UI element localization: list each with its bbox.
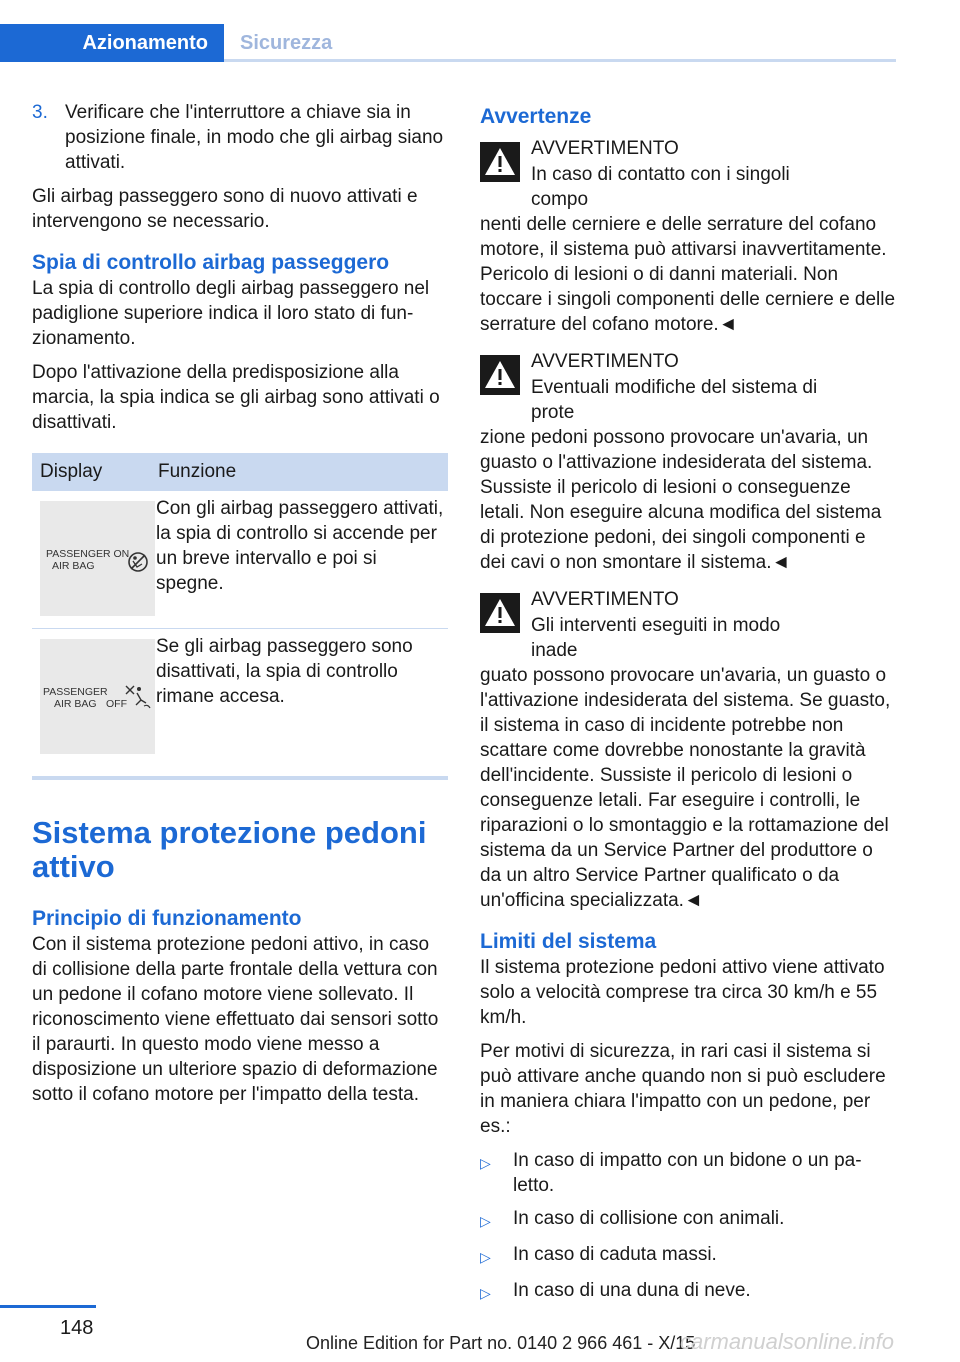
airbag-on-indicator-image bbox=[40, 501, 155, 616]
heading-sistema-protezione-pedoni: Sistema protezione pedoni attivo bbox=[32, 815, 427, 884]
list-item bbox=[480, 1242, 896, 1270]
step-item bbox=[32, 100, 448, 175]
heading-avvertenze: Avvertenze bbox=[480, 105, 592, 128]
list-item-text: In caso di collisione con animali. bbox=[513, 1208, 785, 1229]
warning-text: nenti delle cerniere e delle serrature del cofano motore, il sistema può attivarsi inavvertitamente. Pericolo di lesioni o di danni materiali. Non toccare i singoli componenti delle cerniere e delle serrature del cofano motore.◄ bbox=[480, 214, 896, 335]
warning-text-first-line: Eventuali modifiche del sistema di prote bbox=[531, 377, 818, 423]
panel-label-line2: AIR BAG bbox=[54, 698, 97, 710]
list-item-text: In caso di una duna di neve. bbox=[513, 1280, 751, 1301]
header-rule bbox=[224, 59, 896, 62]
table-header-display: Display bbox=[32, 453, 155, 491]
warning-title: AVVERTIMENTO bbox=[531, 589, 679, 610]
warning-block bbox=[480, 587, 896, 913]
bullet-triangle-icon: ▷ bbox=[480, 1213, 491, 1229]
list-item bbox=[480, 1278, 896, 1306]
tab-sicurezza[interactable]: Sicurezza bbox=[240, 31, 333, 54]
table-row bbox=[32, 491, 448, 629]
paragraph: Per motivi di sicurezza, in rari casi il sistema si può attivare anche quando non si può escludere in maniera chiara l'impatto con un pedone, per es.: bbox=[480, 1041, 886, 1137]
list-item-text: In caso di impatto con un bidone o un paletto. bbox=[513, 1150, 862, 1196]
step-number: 3. bbox=[32, 102, 48, 123]
warning-triangle-icon bbox=[480, 593, 520, 633]
warning-title: AVVERTIMENTO bbox=[531, 351, 679, 372]
table-bottom-rule bbox=[32, 776, 448, 780]
step-text: Verificare che l'interruttore a chiave sia in posizione finale, in modo che gli airbag siano attivati. bbox=[65, 102, 444, 173]
heading-spia-airbag: Spia di controllo airbag passeggero bbox=[32, 251, 390, 274]
watermark: carmanualsonline.info bbox=[680, 1329, 895, 1354]
indicator-table bbox=[32, 453, 448, 766]
tab-azionamento[interactable]: Azionamento bbox=[0, 24, 224, 62]
warning-text-first-line: Gli interventi eseguiti in modo inade bbox=[531, 615, 781, 661]
warning-text: zione pedoni possono provocare un'avaria, un guasto o l'attivazione indesiderata del sistema. Sussiste il pericolo di lesioni o conseguenze letali. Non eseguire alcuna modifica del sistema di protezione pedoni, dei singoli componenti e dei cavi o non smontare il sistema.◄ bbox=[480, 427, 882, 573]
warning-title: AVVERTIMENTO bbox=[531, 138, 679, 159]
warning-block bbox=[480, 136, 896, 337]
list-item bbox=[480, 1206, 896, 1234]
paragraph: Con il sistema protezione pedoni attivo, in caso di collisione della parte frontale della vettura con un pedone il cofano motore viene sollevato. Il riconoscimento viene effettuato dai sensori sotto il paraurti. In questo modo viene messo a disposizione un ulteriore spazio di deformazione sotto il cofano motore per l'impatto della testa. bbox=[32, 934, 439, 1105]
warning-text: guato possono provocare un'avaria, un guasto o l'attivazione indesiderata del sistema. Se guasto, il sistema in caso di incidente potrebbe non scattare come dovrebbe nonostante la gravità dell'incidente. Sussiste il pericolo di lesioni o conseguenze letali. Far eseguire i controlli, le riparazioni o lo smontaggio e la rottamazione del sistema da un Service Partner del produttore o da un altro Service Partner qualificato o da un'officina specializzata.◄ bbox=[480, 665, 891, 911]
panel-off-label: OFF bbox=[106, 698, 127, 710]
panel-label-line1: PASSENGER ON bbox=[46, 548, 130, 560]
bullet-triangle-icon: ▷ bbox=[480, 1155, 491, 1171]
heading-principio-funzionamento: Principio di funzionamento bbox=[32, 907, 302, 930]
warning-block bbox=[480, 349, 896, 575]
list-item-text: In caso di caduta massi. bbox=[513, 1244, 717, 1265]
edition-label: Online Edition for Part no. 0140 2 966 461 - X/15 bbox=[306, 1333, 696, 1353]
heading-limiti-sistema: Limiti del sistema bbox=[480, 930, 657, 953]
table-row bbox=[32, 629, 448, 767]
table-cell-funzione: Con gli airbag passeggero attivati, la spia di controllo si accende per un breve intervallo e poi si spegne. bbox=[155, 491, 448, 629]
footer-rule bbox=[0, 1305, 96, 1308]
table-header-funzione: Funzione bbox=[155, 453, 448, 491]
warning-triangle-icon bbox=[480, 142, 520, 182]
warning-text-first-line: In caso di contatto con i singoli compo bbox=[531, 164, 790, 210]
panel-label-line2: AIR BAG bbox=[52, 560, 95, 572]
airbag-off-icon bbox=[126, 686, 150, 708]
airbag-seat-icon bbox=[129, 553, 147, 571]
page-number: 148 bbox=[60, 1317, 94, 1339]
panel-label-line1: PASSENGER bbox=[43, 686, 108, 698]
list-item bbox=[480, 1148, 896, 1198]
bullet-triangle-icon: ▷ bbox=[480, 1285, 491, 1301]
paragraph: La spia di controllo degli airbag passeggero nel padiglione superiore indica il loro stato di funzionamento. bbox=[32, 278, 430, 349]
paragraph: Il sistema protezione pedoni attivo viene attivato solo a velocità comprese tra circa 30 km/h e 55 km/h. bbox=[480, 957, 885, 1028]
page-header bbox=[0, 0, 960, 62]
paragraph: Dopo l'attivazione della predisposizione alla marcia, la spia indica se gli airbag sono attivati o disattivati. bbox=[32, 362, 440, 433]
warning-triangle-icon bbox=[480, 355, 520, 395]
paragraph: Gli airbag passeggero sono di nuovo attivati e intervengono se necessario. bbox=[32, 186, 418, 232]
airbag-off-indicator-image bbox=[40, 639, 155, 754]
bullet-triangle-icon: ▷ bbox=[480, 1249, 491, 1265]
table-cell-funzione: Se gli airbag passeggero sono disattivati, la spia di controllo rimane accesa. bbox=[156, 636, 413, 707]
right-column bbox=[480, 100, 896, 1314]
left-column bbox=[32, 100, 448, 1116]
